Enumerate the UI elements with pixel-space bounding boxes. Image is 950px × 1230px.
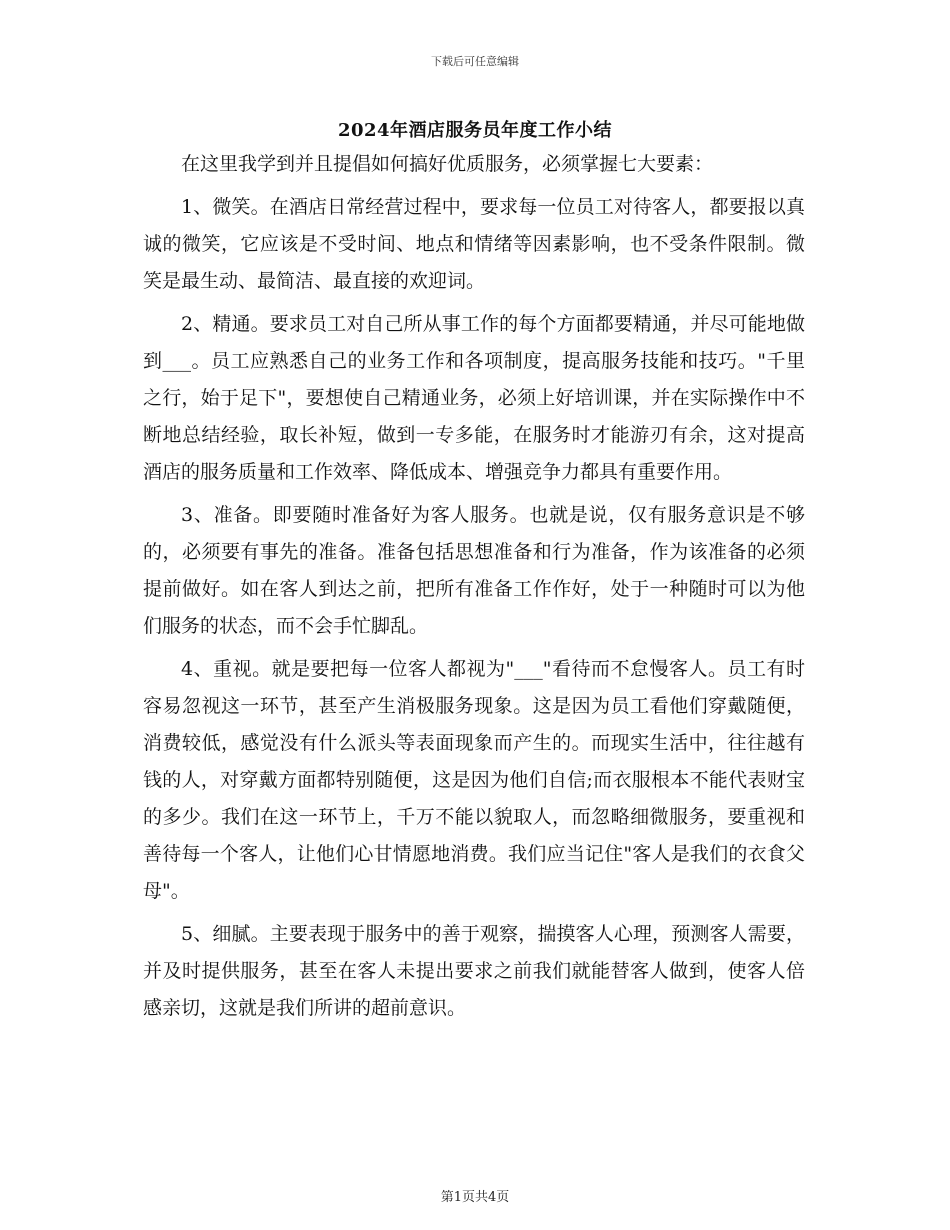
document-title: 2024年酒店服务员年度工作小结 xyxy=(337,120,613,141)
paragraph-attention: 4、重视。就是要把每一位客人都视为"___"看待而不怠慢客人。员工有时容易忽视这一环节，甚至产生消极服务现象。这是因为员工看他们穿戴随便，消费较低，感觉没有什么派头等表面现象而产生的。而现实生活中，往往越有钱的人，对穿戴方面都特别随便，这是因为他们自信;而衣服根本不能代表财宝的多少。我们在这一环节上，千万不能以貌取人，而忽略细微服务，要重视和善待每一个客人，让他们心甘情愿地消费。我们应当记住"客人是我们的衣食父母"。 xyxy=(143,658,805,902)
paragraph-proficiency: 2、精通。要求员工对自己所从事工作的每个方面都要精通，并尽可能地做到___。员工应熟悉自己的业务工作和各项制度，提高服务技能和技巧。"千里之行，始于足下"，要想使自己精通业务，必须上好培训课，并在实际操作中不断地总结经验，取长补短，做到一专多能，在服务时才能游刃有余，这对提高酒店的服务质量和工作效率、降低成本、增强竞争力都具有重要作用。 xyxy=(143,313,805,483)
paragraph-preparation: 3、准备。即要随时准备好为客人服务。也就是说，仅有服务意识是不够的，必须要有事先的准备。准备包括思想准备和行为准备，作为该准备的必须提前做好。如在客人到达之前，把所有准备工作作好，处于一种随时可以为他们服务的状态，而不会手忙脚乱。 xyxy=(143,504,805,637)
paragraph-meticulous: 5、细腻。主要表现于服务中的善于观察，揣摸客人心理，预测客人需要，并及时提供服务，甚至在客人未提出要求之前我们就能替客人做到，使客人倍感亲切，这就是我们所讲的超前意识。 xyxy=(143,923,805,1019)
paragraph-smile: 1、微笑。在酒店日常经营过程中，要求每一位员工对待客人，都要报以真诚的微笑，它应该是不受时间、地点和情绪等因素影响，也不受条件限制。微笑是最生动、最简洁、最直接的欢迎词。 xyxy=(143,196,805,292)
paragraph-intro: 在这里我学到并且提倡如何搞好优质服务，必须掌握七大要素： xyxy=(181,153,714,175)
page-number: 第1页共4页 xyxy=(440,1190,510,1205)
document-body xyxy=(143,146,805,1027)
header-note: 下载后可任意编辑 xyxy=(431,55,519,68)
